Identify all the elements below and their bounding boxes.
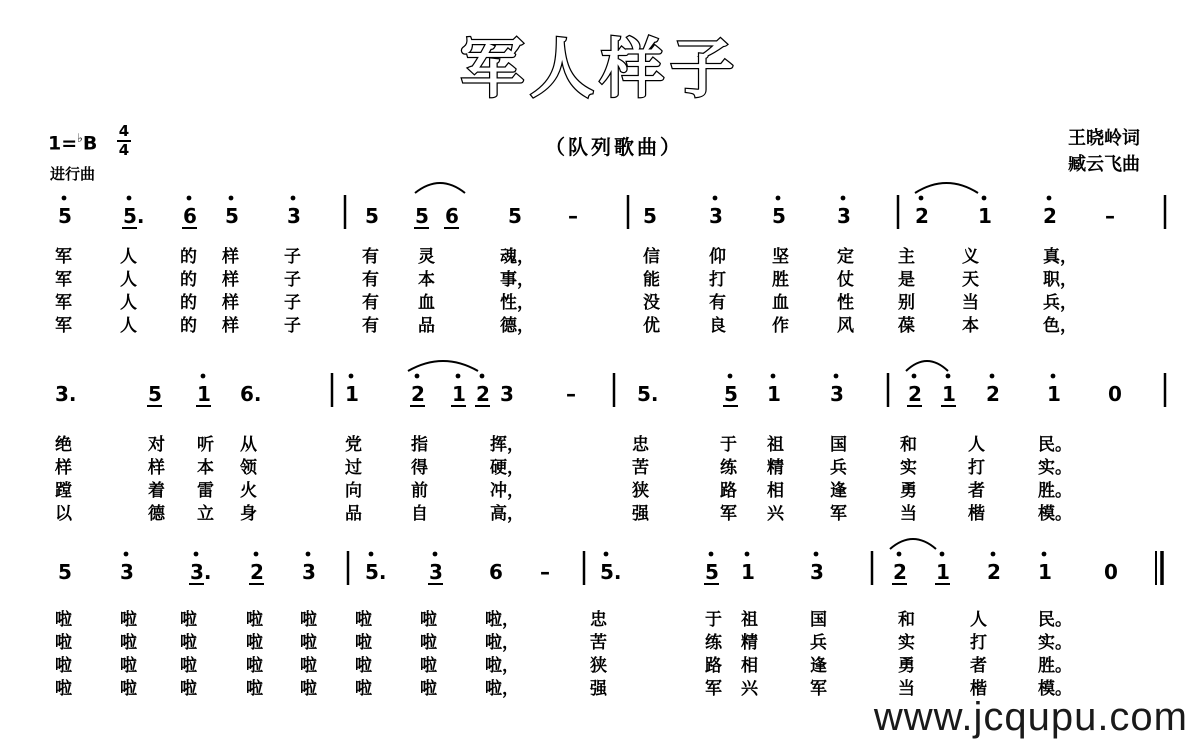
lyric-syllable: 啦 (420, 633, 437, 653)
lyric-syllable: 强 (590, 679, 607, 699)
octave-dot (187, 196, 192, 201)
lyric-syllable: 子 (284, 293, 301, 313)
lyric-syllable: 样 (222, 270, 239, 290)
lyric-syllable: 性， (500, 293, 534, 313)
lyric-syllable: 人 (120, 247, 137, 267)
octave-dot (990, 374, 995, 379)
lyric-syllable: 模。 (1038, 679, 1072, 699)
lyric-syllable: 高， (490, 504, 524, 524)
lyric-syllable: 葆 (898, 316, 915, 336)
lyric-syllable: 实。 (1038, 633, 1072, 653)
lyric-syllable: 信 (643, 247, 660, 267)
lyric-syllable: 啦 (355, 633, 372, 653)
octave-dot (456, 374, 461, 379)
lyric-syllable: 民。 (1038, 435, 1072, 455)
lyric-syllable: 啦 (180, 633, 197, 653)
lyric-syllable: 啦 (300, 656, 317, 676)
lyric-syllable: 是 (898, 270, 915, 290)
lyric-syllable: 勇 (900, 481, 917, 501)
lyric-syllable: 祖 (767, 435, 784, 455)
lyric-syllable: 灵 (418, 247, 435, 267)
lyric-syllable: 胜 (772, 270, 789, 290)
lyric-syllable: 啦 (55, 610, 72, 630)
note: 2 (908, 382, 922, 406)
song-title: 军人样子 (460, 33, 740, 107)
note: 5 (148, 382, 162, 406)
note: 1 (197, 382, 211, 406)
lyric-syllable: 子 (284, 247, 301, 267)
octave-dot (306, 552, 311, 557)
note: 1 (767, 382, 781, 406)
lyric-syllable: 立 (197, 504, 214, 524)
lyric-syllable: 能 (643, 270, 660, 290)
lyric-syllable: 仗 (837, 270, 854, 290)
lyric-syllable: 风 (837, 316, 854, 336)
lyric-syllable: 别 (898, 293, 915, 313)
octave-dot (124, 552, 129, 557)
lyric-syllable: 练 (705, 633, 722, 653)
lyric-syllable: 练 (720, 458, 737, 478)
lyric-syllable: 军 (55, 316, 72, 336)
note: 3 (120, 560, 134, 584)
note: 3 (500, 382, 514, 406)
note: 2 (915, 204, 929, 228)
lyric-syllable: 指 (411, 435, 428, 455)
lyric-syllable: 党 (345, 435, 362, 455)
lyric-syllable: 忠 (632, 435, 649, 455)
lyric-syllable: 啦 (180, 610, 197, 630)
octave-dot (897, 552, 902, 557)
note: 1 (1047, 382, 1061, 406)
lyric-syllable: 真， (1043, 247, 1077, 267)
note: 1 (942, 382, 956, 406)
lyric-syllable: 啦 (420, 656, 437, 676)
lyric-syllable: 样 (222, 316, 239, 336)
lyric-syllable: 当 (898, 679, 915, 699)
note: 3 (810, 560, 824, 584)
lyric-syllable: 啦 (420, 679, 437, 699)
octave-dot (776, 196, 781, 201)
lyric-syllable: 优 (643, 316, 660, 336)
lyric-syllable: 国 (830, 435, 847, 455)
lyric-syllable: 于 (720, 435, 737, 455)
lyric-syllable: 民。 (1038, 610, 1072, 630)
lyric-syllable: 军 (55, 270, 72, 290)
note: 5 (705, 560, 719, 584)
note: 5 (724, 382, 738, 406)
note: 3 (287, 204, 301, 228)
octave-dot (713, 196, 718, 201)
lyric-syllable: 定 (837, 247, 854, 267)
octave-dot (229, 196, 234, 201)
lyric-syllable: 从 (240, 435, 257, 455)
lyric-syllable: 啦 (180, 679, 197, 699)
note: – (1105, 204, 1115, 228)
tempo-marking: 进行曲 (50, 165, 96, 183)
lyric-syllable: 苦 (590, 633, 607, 653)
note: – (568, 204, 578, 228)
lyric-syllable: 啦 (120, 610, 137, 630)
lyric-syllable: 楷 (968, 504, 985, 524)
lyric-syllable: 啦 (420, 610, 437, 630)
lyric-syllable: 有 (362, 316, 379, 336)
octave-dot (194, 552, 199, 557)
lyric-syllable: 实。 (1038, 458, 1072, 478)
note: 5 (643, 204, 657, 228)
lyric-syllable: 着 (148, 481, 165, 501)
lyric-syllable: 品 (345, 504, 362, 524)
lyric-syllable: 逢 (810, 656, 827, 676)
lyric-syllable: 模。 (1038, 504, 1072, 524)
lyric-syllable: 有 (709, 293, 726, 313)
lyric-syllable: 啦 (300, 633, 317, 653)
lyric-syllable: 军 (55, 293, 72, 313)
lyric-syllable: 坚 (772, 247, 789, 267)
octave-dot (991, 552, 996, 557)
lyric-syllable: 啦， (485, 633, 519, 653)
note: 5 (58, 560, 72, 584)
lyric-syllable: 胜。 (1038, 481, 1072, 501)
lyric-syllable: 听 (197, 435, 214, 455)
note: 5 (365, 204, 379, 228)
note: 5 (415, 204, 429, 228)
octave-dot (1051, 374, 1056, 379)
lyric-syllable: 有 (362, 247, 379, 267)
lyric-syllable: 啦 (180, 656, 197, 676)
lyric-syllable: 兴 (767, 504, 784, 524)
lyric-syllable: 逢 (830, 481, 847, 501)
lyric-syllable: 人 (120, 270, 137, 290)
lyric-syllable: 狭 (590, 656, 607, 676)
time-denominator: 4 (118, 141, 130, 159)
note: 2 (893, 560, 907, 584)
lyric-syllable: 和 (900, 435, 917, 455)
note: 1 (936, 560, 950, 584)
note: 5 (772, 204, 786, 228)
lyric-syllable: 血 (772, 293, 789, 313)
octave-dot (415, 374, 420, 379)
note: 6. (240, 382, 262, 406)
lyric-syllable: 啦， (485, 610, 519, 630)
note: 2 (987, 560, 1001, 584)
lyric-syllable: 人 (120, 293, 137, 313)
note: 3. (190, 560, 212, 584)
lyric-syllable: 有 (362, 270, 379, 290)
lyric-syllable: 领 (240, 458, 257, 478)
lyric-syllable: 品 (418, 316, 435, 336)
octave-dot (912, 374, 917, 379)
lyric-syllable: 本 (197, 458, 214, 478)
note: 5. (123, 204, 145, 228)
octave-dot (919, 196, 924, 201)
octave-dot (814, 552, 819, 557)
lyric-syllable: 啦 (55, 679, 72, 699)
note: 3 (302, 560, 316, 584)
lyric-syllable: 人 (968, 435, 985, 455)
note: 5. (365, 560, 387, 584)
octave-dot (369, 552, 374, 557)
note: 2 (411, 382, 425, 406)
note: 6 (445, 204, 459, 228)
lyric-syllable: 魂， (500, 247, 534, 267)
tie-arc (415, 183, 465, 193)
octave-dot (982, 196, 987, 201)
lyric-syllable: 啦 (120, 656, 137, 676)
octave-dot (433, 552, 438, 557)
note: 5. (600, 560, 622, 584)
lyric-syllable: 胜。 (1038, 656, 1072, 676)
note: 2 (1043, 204, 1057, 228)
lyric-syllable: 兵 (810, 633, 827, 653)
lyric-syllable: 者 (968, 481, 985, 501)
lyric-syllable: 身 (240, 504, 257, 524)
lyric-syllable: 的 (180, 270, 197, 290)
lyric-syllable: 没 (643, 293, 660, 313)
lyric-syllable: 啦 (246, 679, 263, 699)
octave-dot (834, 374, 839, 379)
lyric-syllable: 色， (1043, 316, 1077, 336)
note: 1 (1038, 560, 1052, 584)
lyric-syllable: 的 (180, 247, 197, 267)
lyric-syllable: 啦 (355, 656, 372, 676)
lyric-syllable: 祖 (741, 610, 758, 630)
lyric-syllable: 得 (411, 458, 428, 478)
lyric-syllable: 样 (222, 247, 239, 267)
lyric-syllable: 路 (705, 656, 722, 676)
note: 1 (345, 382, 359, 406)
lyric-syllable: 的 (180, 316, 197, 336)
lyric-syllable: 样 (55, 458, 72, 478)
lyric-syllable: 狭 (632, 481, 649, 501)
lyric-syllable: 打 (709, 270, 726, 290)
flat-sign: ♭ (77, 131, 83, 145)
lyric-syllable: 血 (418, 293, 435, 313)
note: 3 (837, 204, 851, 228)
note: 5. (637, 382, 659, 406)
lyric-syllable: 军 (810, 679, 827, 699)
octave-dot (62, 196, 67, 201)
lyric-syllable: 职， (1043, 270, 1077, 290)
lyric-syllable: 样 (148, 458, 165, 478)
note: – (540, 560, 550, 584)
lyric-syllable: 绝 (55, 435, 72, 455)
lyric-syllable: 当 (900, 504, 917, 524)
lyric-syllable: 啦 (355, 610, 372, 630)
lyric-syllable: 实 (898, 633, 915, 653)
note: 5 (225, 204, 239, 228)
lyric-syllable: 当 (962, 293, 979, 313)
lyric-syllable: 冲， (490, 481, 524, 501)
octave-dot (480, 374, 485, 379)
lyric-syllable: 本 (418, 270, 435, 290)
lyric-syllable: 和 (898, 610, 915, 630)
lyric-syllable: 勇 (898, 656, 915, 676)
note: 6 (183, 204, 197, 228)
lyric-syllable: 啦 (246, 633, 263, 653)
note: 6 (489, 560, 503, 584)
tie-arc (890, 539, 936, 549)
lyric-syllable: 忠 (590, 610, 607, 630)
lyric-syllable: 精 (767, 458, 784, 478)
note: 1 (741, 560, 755, 584)
note: 5 (508, 204, 522, 228)
octave-dot (201, 374, 206, 379)
octave-dot (604, 552, 609, 557)
note: 1 (978, 204, 992, 228)
lyric-syllable: 过 (345, 458, 362, 478)
lyricist-credit: 王晓岭词 (1068, 128, 1140, 149)
time-numerator: 4 (118, 122, 130, 140)
lyric-syllable: 自 (411, 504, 428, 524)
lyric-syllable: 硬， (490, 458, 524, 478)
lyric-syllable: 兵 (830, 458, 847, 478)
octave-dot (940, 552, 945, 557)
lyric-syllable: 打 (970, 633, 987, 653)
note: 3. (55, 382, 77, 406)
tie-arc (906, 361, 948, 371)
lyric-syllable: 以 (55, 504, 72, 524)
note: 2 (250, 560, 264, 584)
note: 3 (830, 382, 844, 406)
lyric-syllable: 啦， (485, 679, 519, 699)
lyric-syllable: 啦 (120, 633, 137, 653)
lyric-syllable: 本 (962, 316, 979, 336)
lyric-syllable: 实 (900, 458, 917, 478)
lyric-syllable: 于 (705, 610, 722, 630)
lyric-syllable: 路 (720, 481, 737, 501)
lyric-syllable: 楷 (970, 679, 987, 699)
lyric-syllable: 仰 (709, 247, 726, 267)
lyric-syllable: 主 (898, 247, 915, 267)
key-prefix: 1= (48, 132, 78, 155)
octave-dot (709, 552, 714, 557)
note: 2 (476, 382, 490, 406)
octave-dot (946, 374, 951, 379)
lyric-syllable: 的 (180, 293, 197, 313)
lyric-syllable: 蹚 (55, 481, 72, 501)
octave-dot (349, 374, 354, 379)
site-watermark: www.jcqupu.com (873, 695, 1188, 739)
note: 5 (58, 204, 72, 228)
lyric-syllable: 有 (362, 293, 379, 313)
lyric-syllable: 向 (345, 481, 362, 501)
lyric-syllable: 相 (741, 656, 758, 676)
lyric-syllable: 子 (284, 316, 301, 336)
octave-dot (841, 196, 846, 201)
tie-arc (915, 183, 978, 193)
note: 0 (1104, 560, 1118, 584)
lyric-syllable: 啦 (300, 679, 317, 699)
lyric-syllable: 啦 (55, 656, 72, 676)
composer-credit: 臧云飞曲 (1068, 154, 1140, 175)
lyric-syllable: 啦 (300, 610, 317, 630)
octave-dot (291, 196, 296, 201)
lyric-syllable: 人 (970, 610, 987, 630)
lyric-syllable: 军 (55, 247, 72, 267)
note: 2 (986, 382, 1000, 406)
lyric-syllable: 国 (810, 610, 827, 630)
key-note: B (82, 132, 98, 155)
note: 1 (452, 382, 466, 406)
lyric-syllable: 啦 (55, 633, 72, 653)
lyric-syllable: 啦 (355, 679, 372, 699)
lyric-syllable: 天 (962, 270, 979, 290)
octave-dot (745, 552, 750, 557)
octave-dot (1047, 196, 1052, 201)
lyric-syllable: 啦 (246, 610, 263, 630)
lyric-syllable: 德 (148, 504, 165, 524)
octave-dot (127, 196, 132, 201)
lyric-syllable: 德， (500, 316, 534, 336)
lyric-syllable: 强 (632, 504, 649, 524)
lyric-syllable: 者 (970, 656, 987, 676)
lyric-syllable: 兴 (741, 679, 758, 699)
lyric-syllable: 苦 (632, 458, 649, 478)
lyric-syllable: 事， (500, 270, 534, 290)
lyric-syllable: 火 (240, 481, 257, 501)
lyric-syllable: 兵， (1043, 293, 1077, 313)
lyric-syllable: 雷 (197, 481, 214, 501)
lyric-syllable: 挥， (490, 435, 524, 455)
lyric-syllable: 性 (837, 293, 854, 313)
lyric-syllable: 作 (772, 316, 789, 336)
note: – (566, 382, 576, 406)
octave-dot (728, 374, 733, 379)
lyric-syllable: 军 (830, 504, 847, 524)
note: 3 (429, 560, 443, 584)
lyric-syllable: 对 (148, 435, 165, 455)
lyric-syllable: 样 (222, 293, 239, 313)
lyric-syllable: 人 (120, 316, 137, 336)
lyric-syllable: 精 (741, 633, 758, 653)
lyric-syllable: 相 (767, 481, 784, 501)
song-subtitle: （队列歌曲） (545, 135, 683, 159)
note: 3 (709, 204, 723, 228)
lyric-syllable: 良 (709, 316, 726, 336)
lyric-syllable: 子 (284, 270, 301, 290)
octave-dot (1042, 552, 1047, 557)
note: 0 (1108, 382, 1122, 406)
lyric-syllable: 啦， (485, 656, 519, 676)
lyric-syllable: 打 (968, 458, 985, 478)
lyric-syllable: 前 (411, 481, 428, 501)
octave-dot (254, 552, 259, 557)
lyric-syllable: 啦 (246, 656, 263, 676)
lyric-syllable: 军 (720, 504, 737, 524)
tie-arc (408, 361, 478, 371)
lyric-syllable: 义 (962, 247, 979, 267)
lyric-syllable: 啦 (120, 679, 137, 699)
octave-dot (771, 374, 776, 379)
lyric-syllable: 军 (705, 679, 722, 699)
